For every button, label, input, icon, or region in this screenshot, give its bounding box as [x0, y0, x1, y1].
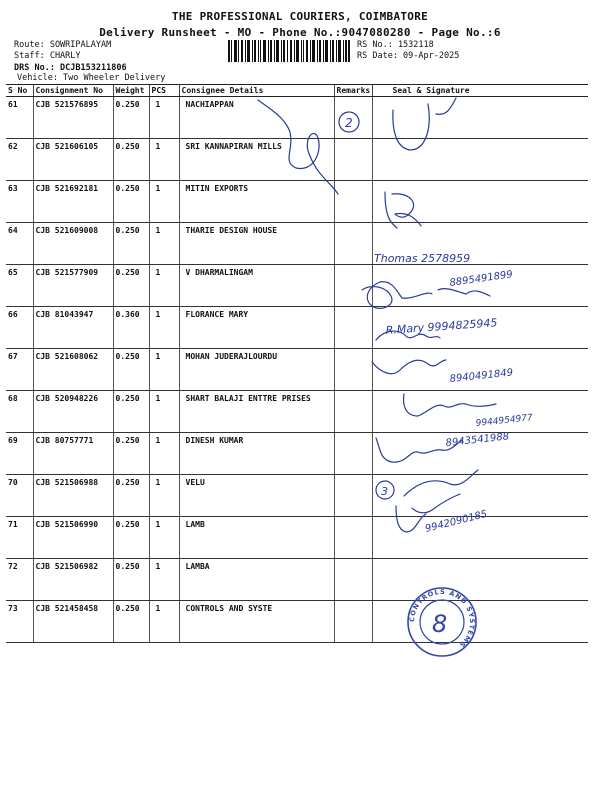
row-sno: 61: [6, 97, 33, 139]
row-consignee: SHART BALAJI ENTTRE PRISES: [179, 391, 334, 433]
remark-text-61: 2: [345, 116, 353, 130]
row-consignee: DINESH KUMAR: [179, 433, 334, 475]
row-consignee: THARIE DESIGN HOUSE: [179, 223, 334, 265]
row-consignment-no: CJB 521577909: [33, 265, 113, 307]
row-consignment-no: CJB 81043947: [33, 307, 113, 349]
handwritten-71: 9942090185: [424, 508, 489, 535]
row-consignment-no: CJB 521608062: [33, 349, 113, 391]
row-consignee: V DHARMALINGAM: [179, 265, 334, 307]
table-row: [6, 307, 588, 349]
row-remarks: [334, 475, 372, 517]
row-remarks: [334, 433, 372, 475]
row-weight: 0.360: [113, 307, 149, 349]
row-sno: 73: [6, 601, 33, 643]
row-pcs: 1: [149, 181, 179, 223]
row-sno: 66: [6, 307, 33, 349]
row-pcs: 1: [149, 433, 179, 475]
rs-date: RS Date: 09-Apr-2025: [357, 51, 460, 61]
col-header-pcs: PCS: [149, 85, 179, 97]
row-seal-signature: [372, 265, 588, 307]
row-consignment-no: CJB 521506988: [33, 475, 113, 517]
row-seal-signature: [372, 139, 588, 181]
row-weight: 0.250: [113, 559, 149, 601]
row-sno: 72: [6, 559, 33, 601]
row-consignee: MOHAN JUDERAJLOURDU: [179, 349, 334, 391]
row-sno: 71: [6, 517, 33, 559]
drs-number: DRS No.: DCJB153211806: [14, 63, 127, 73]
row-sno: 64: [6, 223, 33, 265]
row-sno: 69: [6, 433, 33, 475]
row-consignee: FLORANCE MARY: [179, 307, 334, 349]
row-remarks: [334, 181, 372, 223]
row-seal-signature: [372, 475, 588, 517]
row-sno: 70: [6, 475, 33, 517]
stamp-center: 8: [432, 610, 448, 638]
col-header-sno: S No: [6, 85, 33, 97]
row-seal-signature: [372, 601, 588, 643]
row-consignment-no: CJB 80757771: [33, 433, 113, 475]
vehicle-label: Vehicle: Two Wheeler Delivery: [17, 73, 166, 83]
handwritten-67: R.Mary 9994825945: [385, 316, 498, 337]
row-remarks: [334, 265, 372, 307]
row-remarks: [334, 97, 372, 139]
table-row: [6, 433, 588, 475]
row-consignee: CONTROLS AND SYSTE: [179, 601, 334, 643]
remark-text-70: 3: [381, 485, 388, 498]
col-header-consignment: Consignment No: [33, 85, 113, 97]
row-sno: 62: [6, 139, 33, 181]
barcode: [228, 40, 350, 62]
row-remarks: [334, 223, 372, 265]
row-pcs: 1: [149, 475, 179, 517]
row-consignment-no: CJB 521506982: [33, 559, 113, 601]
row-sno: 63: [6, 181, 33, 223]
row-consignee: LAMB: [179, 517, 334, 559]
row-seal-signature: [372, 559, 588, 601]
table-row: [6, 391, 588, 433]
page-subtitle: Delivery Runsheet - MO - Phone No.:9047080280 - Page No.:6: [99, 26, 501, 39]
row-weight: 0.250: [113, 601, 149, 643]
stamp-ring-text: CONTROLS AND SYSTEMS: [407, 587, 477, 650]
row-weight: 0.250: [113, 517, 149, 559]
row-weight: 0.250: [113, 181, 149, 223]
table-row: [6, 349, 588, 391]
row-sno: 67: [6, 349, 33, 391]
row-pcs: 1: [149, 97, 179, 139]
table-row: [6, 139, 588, 181]
row-consignment-no: CJB 520948226: [33, 391, 113, 433]
row-consignee: NACHIAPPAN: [179, 97, 334, 139]
row-seal-signature: [372, 97, 588, 139]
row-weight: 0.250: [113, 97, 149, 139]
row-weight: 0.250: [113, 223, 149, 265]
row-sno: 68: [6, 391, 33, 433]
table-row: [6, 517, 588, 559]
row-consignment-no: CJB 521576895: [33, 97, 113, 139]
row-weight: 0.250: [113, 391, 149, 433]
row-weight: 0.250: [113, 475, 149, 517]
row-seal-signature: [372, 349, 588, 391]
row-seal-signature: [372, 391, 588, 433]
row-weight: 0.250: [113, 349, 149, 391]
col-header-weight: Weight: [113, 85, 149, 97]
row-consignee: SRI KANNAPIRAN MILLS: [179, 139, 334, 181]
row-seal-signature: [372, 307, 588, 349]
table-row: [6, 97, 588, 139]
row-pcs: 1: [149, 223, 179, 265]
row-remarks: [334, 601, 372, 643]
row-sno: 65: [6, 265, 33, 307]
row-consignment-no: CJB 521692181: [33, 181, 113, 223]
handwritten-65: Thomas 2578959: [374, 252, 471, 265]
row-pcs: 1: [149, 139, 179, 181]
table-row: [6, 265, 588, 307]
row-seal-signature: [372, 517, 588, 559]
table-row: [6, 223, 588, 265]
row-consignment-no: CJB 521458458: [33, 601, 113, 643]
row-remarks: [334, 139, 372, 181]
row-consignment-no: CJB 521506990: [33, 517, 113, 559]
col-header-seal: Seal & Signature: [372, 85, 588, 97]
row-pcs: 1: [149, 349, 179, 391]
row-consignee: LAMBA: [179, 559, 334, 601]
rs-number: RS No.: 1532118: [357, 40, 434, 50]
row-pcs: 1: [149, 517, 179, 559]
handwritten-65-phone: 8895491899: [448, 269, 514, 289]
row-consignee: VELU: [179, 475, 334, 517]
row-pcs: 1: [149, 601, 179, 643]
row-pcs: 1: [149, 391, 179, 433]
row-seal-signature: [372, 223, 588, 265]
col-header-consignee: Consignee Details: [179, 85, 334, 97]
row-seal-signature: [372, 181, 588, 223]
staff-label: Staff: CHARLY: [14, 51, 81, 61]
row-pcs: 1: [149, 265, 179, 307]
row-consignment-no: CJB 521609008: [33, 223, 113, 265]
row-seal-signature: [372, 433, 588, 475]
row-pcs: 1: [149, 307, 179, 349]
table-row: [6, 181, 588, 223]
row-remarks: [334, 559, 372, 601]
row-remarks: [334, 307, 372, 349]
row-remarks: [334, 391, 372, 433]
row-weight: 0.250: [113, 265, 149, 307]
table-row: [6, 601, 588, 643]
row-remarks: [334, 517, 372, 559]
runsheet-table: [6, 84, 588, 643]
row-remarks: [334, 349, 372, 391]
row-weight: 0.250: [113, 139, 149, 181]
row-weight: 0.250: [113, 433, 149, 475]
table-row: [6, 475, 588, 517]
page-title: THE PROFESSIONAL COURIERS, COIMBATORE: [171, 10, 429, 23]
row-consignment-no: CJB 521606105: [33, 139, 113, 181]
handwritten-68: 8940491849: [449, 367, 514, 385]
row-consignee: MITIN EXPORTS: [179, 181, 334, 223]
handwritten-69-phone: 9944954977: [475, 413, 534, 429]
table-header-row: [6, 85, 588, 97]
route-label: Route: SOWRIPALAYAM: [14, 40, 112, 50]
handwritten-69b: 8943541988: [445, 431, 510, 449]
table-row: [6, 559, 588, 601]
col-header-remarks: Remarks: [334, 85, 372, 97]
row-pcs: 1: [149, 559, 179, 601]
